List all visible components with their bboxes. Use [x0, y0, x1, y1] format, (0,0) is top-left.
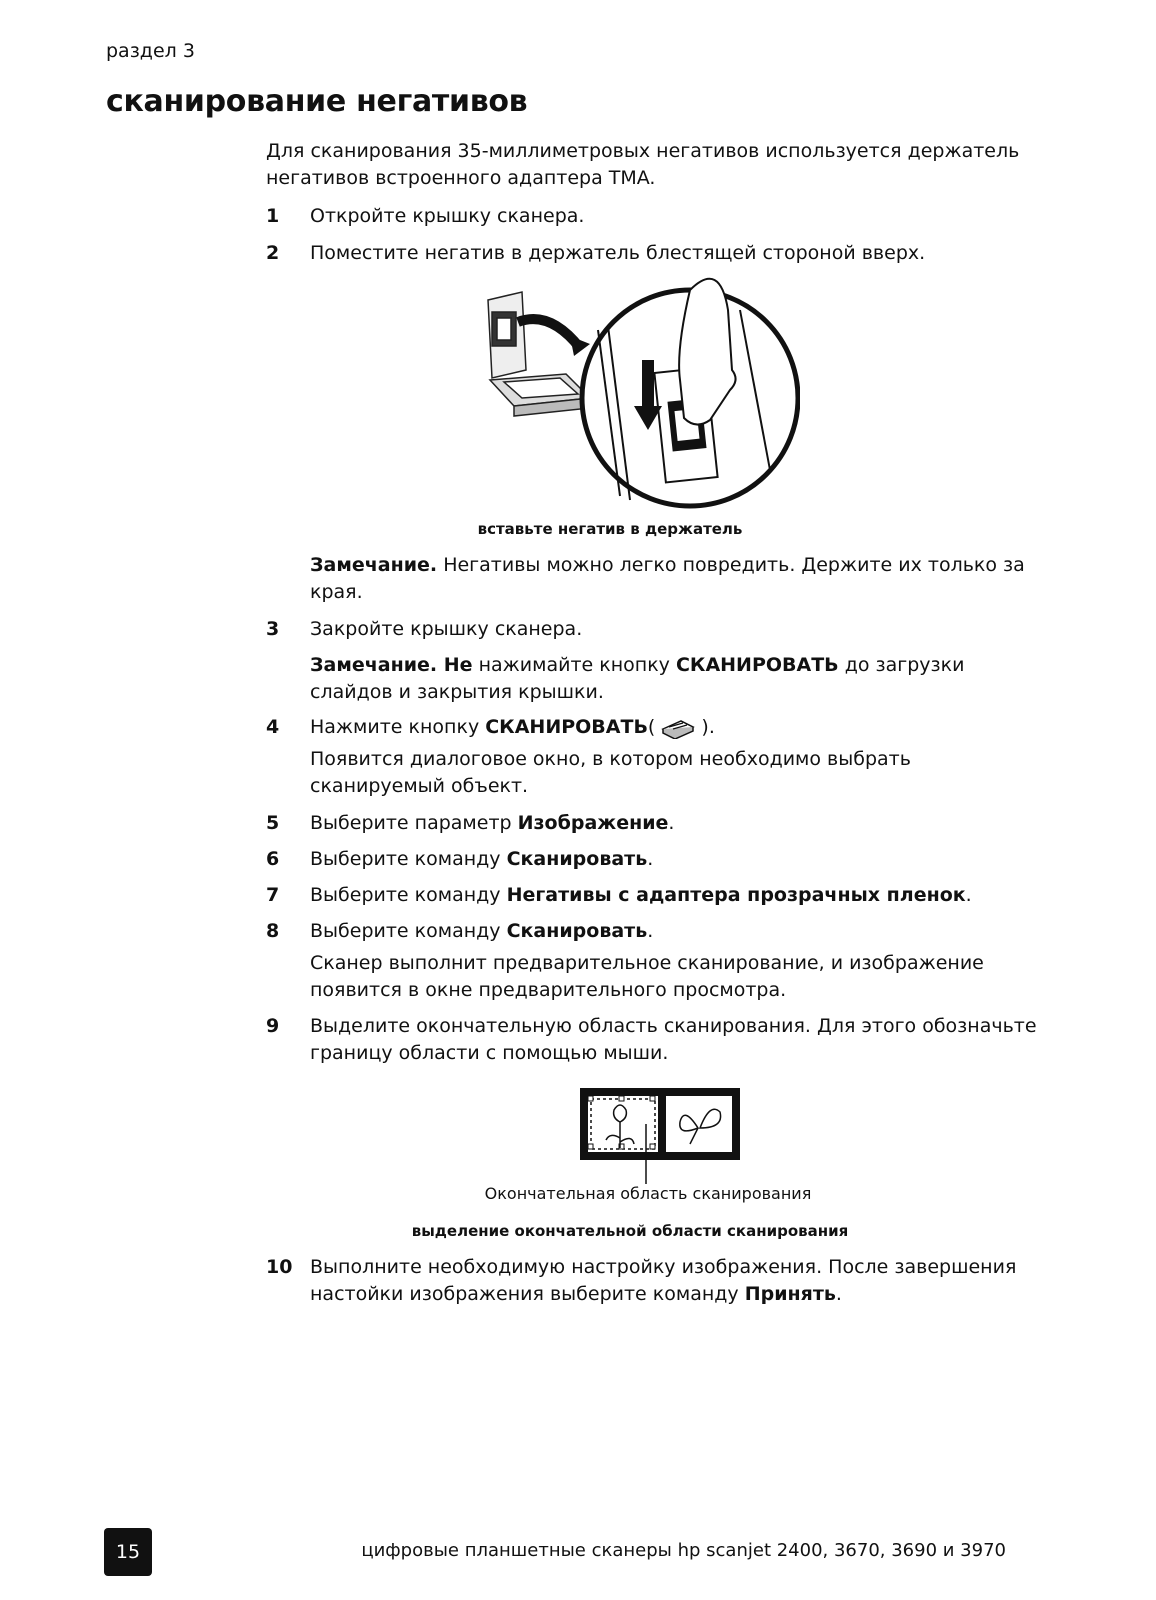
- intro-paragraph: Для сканирования 35-миллиметровых негативов используется держатель негативов встроенного адаптера TMA.: [266, 140, 1020, 189]
- option-name: Изображение: [517, 812, 669, 834]
- step-text: Закройте крышку сканера.: [310, 618, 583, 640]
- step-text-end: .: [965, 884, 972, 906]
- note-label: Замечание.: [310, 554, 438, 576]
- figure-caption: выделение окончательной области сканирования: [411, 1222, 849, 1240]
- step-text-end: .: [835, 1283, 842, 1305]
- step-text: Выделите окончательную область сканирования. Для этого обозначьте границу области с помощью мыши.: [310, 1015, 1037, 1064]
- step-note: Появится диалоговое окно, в котором необходимо выбрать сканируемый объект.: [310, 748, 911, 797]
- scan-area-label: Окончательная область сканирования: [484, 1184, 812, 1203]
- command-name: Негативы с адаптера прозрачных пленок: [506, 884, 966, 906]
- step-text-end: .: [668, 812, 675, 834]
- step-number: 6: [266, 848, 280, 870]
- step-text: [310, 714, 1040, 741]
- step-text: Поместите негатив в держатель блестящей стороной вверх.: [310, 242, 926, 264]
- step-text-end: .: [647, 848, 654, 870]
- step-text-a: Выберите параметр: [310, 812, 518, 834]
- step-text: [310, 1254, 1040, 1308]
- page-number: 15: [104, 1528, 152, 1576]
- step-text-a: Выполните необходимую настройку изображения. После завершения настойки изображения выберите команду: [310, 1256, 1017, 1305]
- footer-text: цифровые планшетные сканеры hp scanjet 2400, 3670, 3690 и 3970: [361, 1540, 1006, 1561]
- step-text-a: Нажмите кнопку: [310, 716, 486, 738]
- note-label: Замечание. Не: [310, 654, 473, 676]
- step-number: 3: [266, 618, 280, 640]
- scan-area-illustration: [580, 1088, 742, 1184]
- step-number: 10: [266, 1256, 293, 1278]
- step-text: [310, 810, 1040, 837]
- command-name: Сканировать: [506, 848, 648, 870]
- step-text: [310, 846, 1040, 873]
- insert-negative-illustration: [470, 270, 800, 510]
- step-text-end: .: [647, 920, 654, 942]
- note-text: Негативы можно легко повредить. Держите их только за края.: [310, 554, 1025, 603]
- step-number: 4: [266, 716, 280, 738]
- note-2: [310, 652, 1040, 706]
- note-text: нажимайте кнопку: [472, 654, 676, 676]
- step-number: 1: [266, 205, 280, 227]
- step-number: 2: [266, 242, 280, 264]
- scan-button-name: СКАНИРОВАТЬ: [675, 654, 839, 676]
- step-text: Откройте крышку сканера.: [310, 205, 585, 227]
- command-name: Сканировать: [506, 920, 648, 942]
- note-text-2: до загрузки слайдов и закрытия крышки.: [310, 654, 965, 703]
- scan-button-name: СКАНИРОВАТЬ: [485, 716, 648, 738]
- step-text-c: ).: [695, 716, 715, 738]
- note-1: [310, 552, 1040, 606]
- step-text-a: Выберите команду: [310, 884, 507, 906]
- scan-button-icon: [661, 717, 695, 739]
- arrow-icon: [518, 319, 580, 348]
- figure-caption: вставьте негатив в держатель: [477, 520, 743, 538]
- command-name: Принять: [744, 1283, 836, 1305]
- section-label: раздел 3: [106, 40, 195, 62]
- step-number: 7: [266, 884, 280, 906]
- step-text-b: (: [647, 716, 662, 738]
- step-number: 8: [266, 920, 280, 942]
- step-note: Сканер выполнит предварительное сканирование, и изображение появится в окне предварительного просмотра.: [310, 952, 984, 1001]
- step-number: 5: [266, 812, 280, 834]
- step-text: [310, 882, 1040, 909]
- step-text-a: Выберите команду: [310, 848, 507, 870]
- step-text: [310, 918, 1040, 945]
- step-number: 9: [266, 1015, 280, 1037]
- page-title: сканирование негативов: [106, 84, 528, 119]
- step-text-a: Выберите команду: [310, 920, 507, 942]
